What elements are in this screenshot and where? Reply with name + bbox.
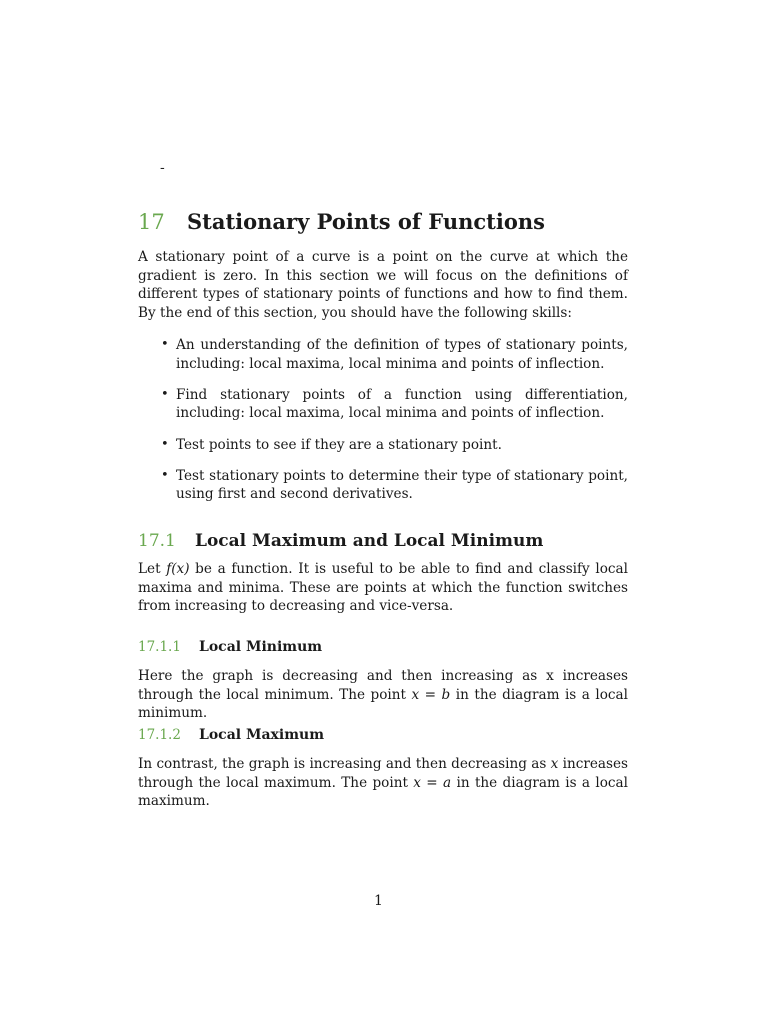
subsubsection-number: 17.1.2 <box>138 727 181 743</box>
subsubsection-number: 17.1.1 <box>138 639 181 655</box>
skills-list-item <box>161 386 628 423</box>
math-x-eq-b: x = b <box>411 686 451 703</box>
text-run: in the diagram is a local minimum. <box>138 686 628 722</box>
text-run: In contrast, the graph is increasing and then decreasing as <box>138 756 551 772</box>
local-maximum-paragraph <box>138 755 628 811</box>
math-fx: f(x) <box>166 561 190 577</box>
subsection-paragraph <box>138 560 628 616</box>
bullet-icon: • <box>161 386 169 402</box>
local-minimum-heading <box>138 636 322 658</box>
local-minimum-paragraph <box>138 667 628 723</box>
subsubsection-title: Local Minimum <box>199 639 323 655</box>
skills-list-item-text: An understanding of the definition of types of stationary points, including: local maxima, local minima and points of inflection. <box>176 337 628 372</box>
section-heading <box>138 205 545 239</box>
header-dash: - <box>160 160 165 176</box>
skills-list-item-text: Find stationary points of a function using differentiation, including: local maxima, local minima and points of inflection. <box>176 386 628 422</box>
section-intro-paragraph: A stationary point of a curve is a point on the curve at which the gradient is zero. In this section we will focus on the definitions of different types of stationary points of functions and how to find them. By the end of this section, you should have the following skills: <box>138 249 628 321</box>
subsection-number: 17.1 <box>138 531 176 551</box>
subsubsection-title: Local Maximum <box>199 727 325 743</box>
page-number: 1 <box>374 893 383 909</box>
skills-list-item <box>161 336 628 373</box>
skills-list-item-text: Test stationary points to determine their type of stationary point, using first and second derivatives. <box>176 467 628 503</box>
skills-list-item <box>161 436 628 455</box>
subsection-heading <box>138 528 543 554</box>
math-x-eq-a: x = a <box>413 774 452 791</box>
math-x: x <box>550 756 559 772</box>
bullet-icon: • <box>161 436 169 452</box>
subsection-title: Local Maximum and Local Minimum <box>195 531 544 551</box>
skills-list <box>138 336 628 517</box>
text-run: be a function. It is useful to be able to find and classify local maxima and minima. These are points at which the function switches from increasing to decreasing and vice-versa. <box>138 561 628 615</box>
section-number: 17 <box>138 210 165 234</box>
text-run: Let <box>138 561 167 577</box>
document-page <box>138 0 628 1024</box>
bullet-icon: • <box>161 467 169 483</box>
text-run: increases through the local maximum. The point <box>138 756 629 791</box>
skills-list-item <box>161 467 628 504</box>
bullet-icon: • <box>161 337 169 352</box>
section-title: Stationary Points of Functions <box>187 209 545 234</box>
text-run: Here the graph is decreasing and then increasing as x increases through the local minimum. The point <box>138 668 628 703</box>
local-maximum-heading <box>138 724 324 746</box>
skills-list-item-text: Test points to see if they are a stationary point. <box>176 436 502 453</box>
text-run: in the diagram is a local maximum. <box>138 774 628 810</box>
